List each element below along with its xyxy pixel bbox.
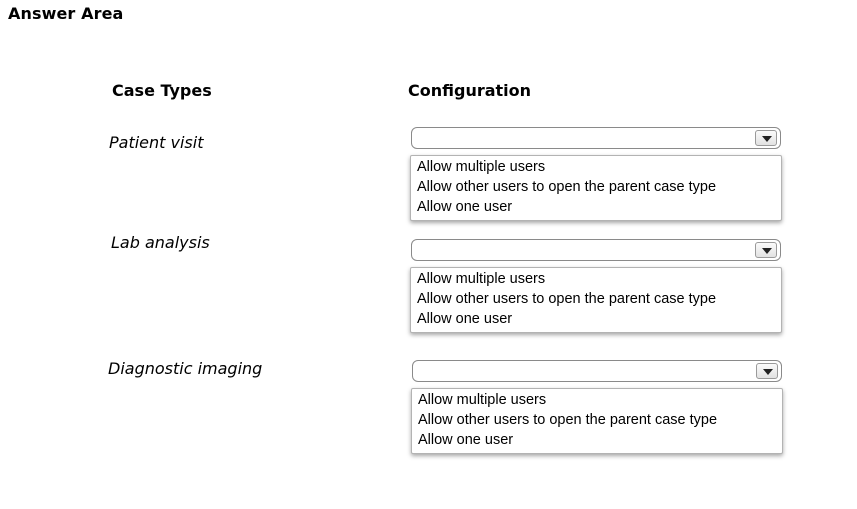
option-allow-other-users-open-parent[interactable]: Allow other users to open the parent case type <box>417 179 717 195</box>
lab-analysis-option-list <box>410 267 782 333</box>
chevron-down-icon[interactable] <box>756 363 778 379</box>
answer-area-title: Answer Area <box>8 4 124 23</box>
case-type-diagnostic-imaging: Diagnostic imaging <box>108 359 263 378</box>
chevron-down-icon[interactable] <box>755 242 777 258</box>
case-type-lab-analysis: Lab analysis <box>111 233 210 252</box>
option-allow-other-users-open-parent[interactable]: Allow other users to open the parent case type <box>417 291 717 307</box>
lab-analysis-dropdown[interactable] <box>411 239 781 261</box>
option-allow-one-user[interactable]: Allow one user <box>417 199 513 215</box>
patient-visit-dropdown[interactable] <box>411 127 781 149</box>
patient-visit-option-list <box>410 155 782 221</box>
option-allow-multiple-users[interactable]: Allow multiple users <box>418 392 547 408</box>
option-allow-other-users-open-parent[interactable]: Allow other users to open the parent case type <box>418 412 718 428</box>
case-types-heading: Case Types <box>112 81 212 100</box>
option-allow-multiple-users[interactable]: Allow multiple users <box>417 159 546 175</box>
diagnostic-imaging-option-list <box>411 388 783 454</box>
option-allow-one-user[interactable]: Allow one user <box>418 432 514 448</box>
configuration-heading: Configuration <box>408 81 532 100</box>
diagnostic-imaging-dropdown[interactable] <box>412 360 782 382</box>
chevron-down-icon[interactable] <box>755 130 777 146</box>
option-allow-one-user[interactable]: Allow one user <box>417 311 513 327</box>
option-allow-multiple-users[interactable]: Allow multiple users <box>417 271 546 287</box>
case-type-patient-visit: Patient visit <box>109 133 204 152</box>
